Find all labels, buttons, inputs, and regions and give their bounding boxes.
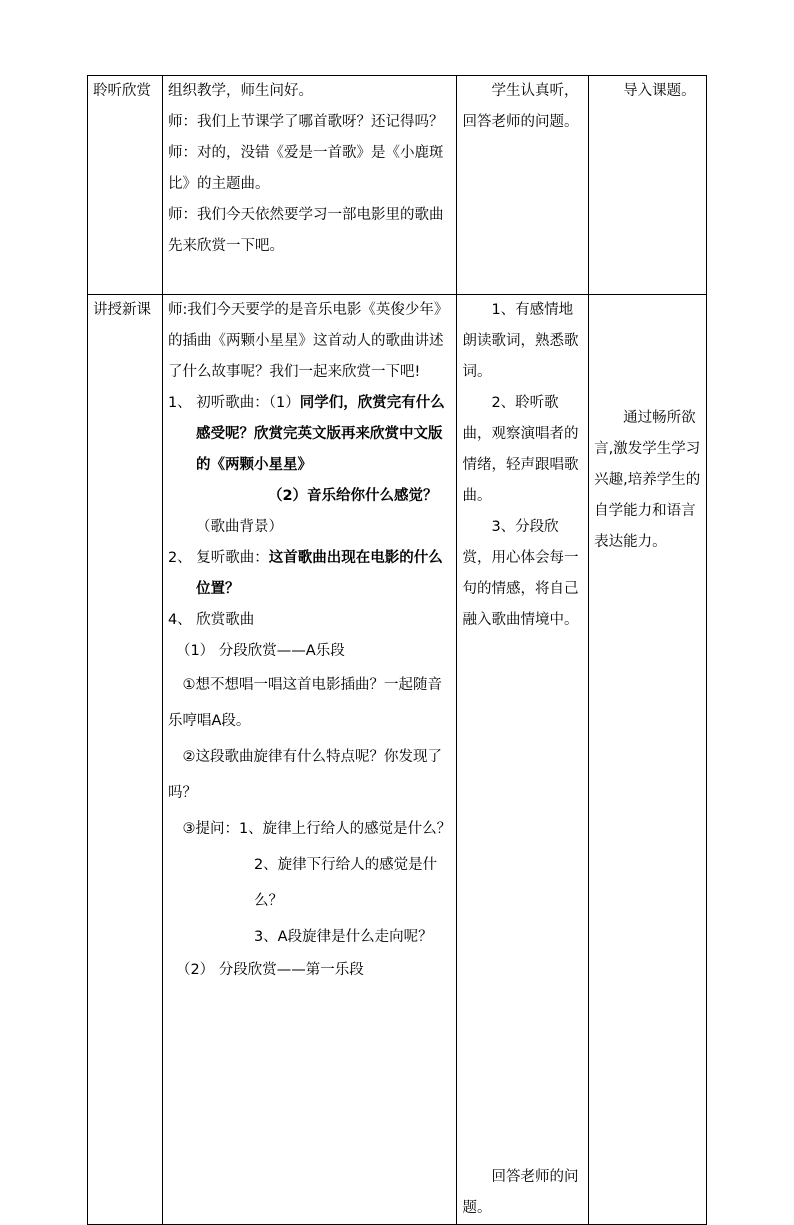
step-1-sub: （2）音乐给你什么感觉？ xyxy=(267,488,438,504)
spacer xyxy=(462,636,583,1162)
teacher-line: 师：对的，没错《爱是一首歌》是《小鹿斑比》的主题曲。 xyxy=(167,145,444,192)
stage-cell xyxy=(88,295,163,1225)
teacher-activity-cell xyxy=(162,295,457,1225)
step-1: 1、 初听歌曲：（1）同学们，欣赏完有什么感受呢？欣赏完英文版再来欣赏中文版的《两颗小星星》 xyxy=(167,395,445,473)
student-activity-cell xyxy=(457,295,589,1225)
step-2: 2、 复听歌曲：这首歌曲出现在电影的什么位置？ xyxy=(167,550,443,597)
student-line: 回答老师的问题。 xyxy=(462,1169,579,1216)
stage-label: 讲授新课 xyxy=(93,302,151,318)
student-line: 2、聆听歌曲，观察演唱者的情绪，轻声跟唱歌曲。 xyxy=(462,395,579,504)
question-2: ②这段歌曲旋律有什么特点呢？你发现了吗？ xyxy=(167,749,442,801)
teacher-line: 师：我们上节课学了哪首歌呀？还记得吗？ xyxy=(167,114,444,130)
part-2: （2） 分段欣赏——第一乐段 xyxy=(175,962,364,978)
question-3c: 3、A段旋律是什么走向呢？ xyxy=(253,929,433,945)
stage-label: 聆听欣赏 xyxy=(93,83,151,99)
teacher-activity-cell xyxy=(162,76,457,295)
spacer xyxy=(594,295,701,403)
step-1-note: （歌曲背景） xyxy=(195,519,283,535)
table-row xyxy=(88,295,707,1225)
table-row xyxy=(88,76,707,295)
teacher-intro: 师:我们今天要学的是音乐电影《英俊少年》的插曲《两颗小星星》这首动人的歌曲讲述了什么故事呢？我们一起来欣赏一下吧! xyxy=(167,302,449,380)
lesson-plan-table xyxy=(87,75,707,1225)
question-3b: 2、旋律下行给人的感觉是什么？ xyxy=(253,857,438,909)
student-activity-cell xyxy=(457,76,589,295)
purpose-cell xyxy=(589,295,707,1225)
stage-cell xyxy=(88,76,163,295)
purpose-text: 通过畅所欲言,激发学生学习兴趣,培养学生的自学能力和语言表达能力。 xyxy=(594,410,701,550)
part-1: （1） 分段欣赏——A乐段 xyxy=(175,643,345,659)
step-4: 4、 欣赏歌曲 xyxy=(167,612,255,628)
teacher-line: 师：我们今天依然要学习一部电影里的歌曲先来欣赏一下吧。 xyxy=(167,207,444,254)
purpose-cell xyxy=(589,76,707,295)
question-1: ①想不想唱一唱这首电影插曲？一起随音乐哼唱A段。 xyxy=(167,677,442,729)
purpose-text: 导入课题。 xyxy=(623,83,696,99)
student-line: 3、分段欣赏，用心体会每一句的情感，将自己融入歌曲情境中。 xyxy=(462,519,579,628)
student-line: 学生认真听，回答老师的问题。 xyxy=(462,83,579,130)
student-line: 1、有感情地朗读歌词，熟悉歌词。 xyxy=(462,302,579,380)
teacher-line: 组织教学，师生问好。 xyxy=(167,83,313,99)
question-3: ③提问：1、旋律上行给人的感觉是什么？ xyxy=(182,821,452,837)
